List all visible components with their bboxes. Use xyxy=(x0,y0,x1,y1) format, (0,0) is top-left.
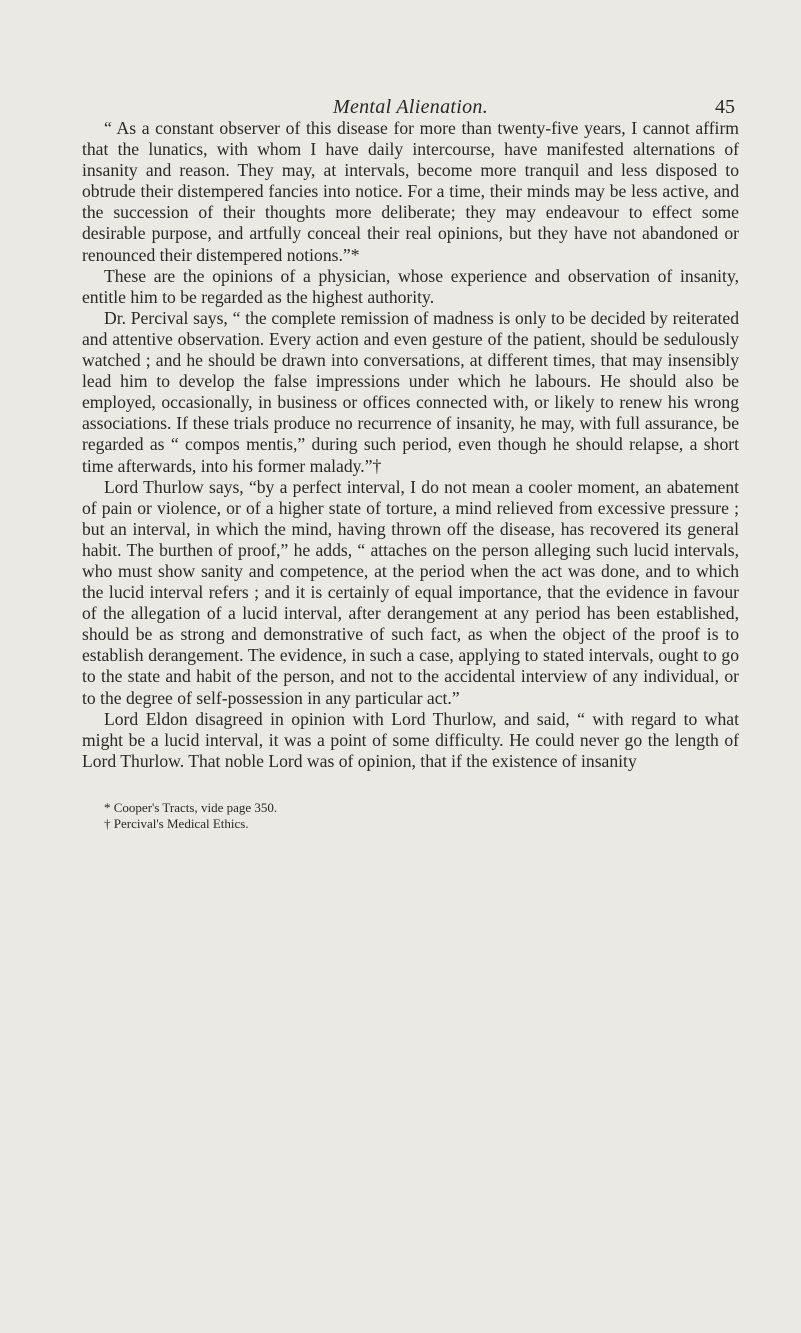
paragraph-thurlow: Lord Thurlow says, “by a perfect interval, I do not mean a cooler moment, an abatement of pain or violence, or of a higher state of torture, a mind relieved from excessive pressure ; but an interval, in which the mind, having thrown off the disease, has recovered its general habit. The burthen of proof,” he adds, “ attaches on the person alleging such lucid intervals, who must show sanity and competence, at the period when the act was done, and to which the lucid interval refers ; and it is certainly of equal importance, that the evidence in favour of the allegation of a lucid interval, after derangement at any period has been established, should be as strong and demonstrative of such fact, as when the object of the proof is to establish derangement. The evidence, in such a case, applying to stated intervals, ought to go to the state and habit of the person, and not to the accidental interview of any individual, or to the degree of self-possession in any particular act.” xyxy=(82,476,739,708)
paragraph-physician-opinion: These are the opinions of a physician, whose experience and observation of insanity, entitle him to be regarded as the highest authority. xyxy=(82,265,739,307)
body-text xyxy=(82,118,739,772)
footnotes xyxy=(82,800,739,832)
paragraph-eldon: Lord Eldon disagreed in opinion with Lord Thurlow, and said, “ with regard to what might be a lucid interval, it was a point of some difficulty. He could never go the length of Lord Thurlow. That noble Lord was of opinion, that if the existence of insanity xyxy=(82,708,739,771)
running-title: Mental Alienation. xyxy=(332,96,488,118)
footnote-percival: † Percival's Medical Ethics. xyxy=(104,815,249,831)
paragraph-observer-quote: “ As a constant observer of this disease for more than twenty-five years, I cannot affirm that the lunatics, with whom I have daily intercourse, have manifested alternations of insanity and reason. They may, at intervals, become more tranquil and less disposed to obtrude their distempered fancies into notice. For a time, their minds may be less active, and the succession of their thoughts more deliberate; they may endeavour to effect some desirable purpose, and artfully conceal their real opinions, but they have not abandoned or renounced their distempered notions.”* xyxy=(82,118,739,265)
paragraph-percival: Dr. Percival says, “ the complete remission of madness is only to be decided by reiterated and attentive observation. Every action and even gesture of the patient, should be sedulously watched ; and he should be drawn into conversations, at different times, that may insensibly lead him to develop the false impressions under which he labours. He should also be employed, occasionally, in business or offices connected with, or likely to renew his wrong associations. If these trials produce no recurrence of insanity, he may, with full assurance, be regarded as “ compos mentis,” during such period, even though he should relapse, a short time afterwards, into his former malady.”† xyxy=(82,307,739,476)
running-head xyxy=(82,0,739,118)
page-number: 45 xyxy=(715,96,735,118)
footnote-cooper: * Cooper's Tracts, vide page 350. xyxy=(104,799,278,815)
